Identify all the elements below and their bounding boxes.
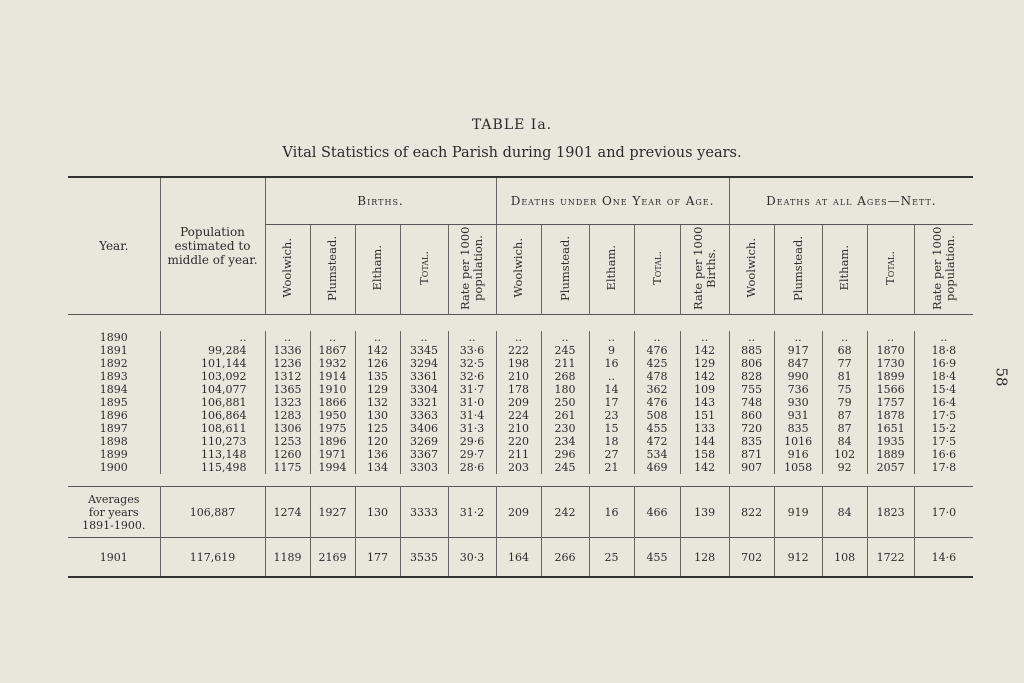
infant-deaths-col-woolwich: Woolwich. — [496, 225, 541, 315]
table-cell: 132 — [355, 396, 400, 409]
table-cell: .. — [774, 331, 822, 344]
table-cell: 15·2 — [914, 422, 973, 435]
table-cell: .. — [355, 331, 400, 344]
table-cell: 224 — [496, 409, 541, 422]
table-cell: 135 — [355, 370, 400, 383]
table-cell: 3406 — [400, 422, 448, 435]
table-cell: 268 — [541, 370, 589, 383]
row-year: 1896 — [99, 409, 128, 422]
table-cell: 15·4 — [914, 383, 973, 396]
table-cell: 129 — [355, 383, 400, 396]
table-cell: 1932 — [310, 357, 355, 370]
row-year: 1901 — [99, 550, 128, 564]
table-cell: 534 — [634, 448, 680, 461]
table-cell: 120 — [355, 435, 400, 448]
table-cell: 84 — [822, 435, 867, 448]
table-cell: 14·6 — [914, 538, 973, 578]
table-cell: 990 — [774, 370, 822, 383]
table-cell: 87 — [822, 422, 867, 435]
table-cell: 1175 — [265, 461, 310, 474]
table-cell: 1889 — [867, 448, 914, 461]
row-year: 1894 — [99, 383, 128, 396]
header-year: Year. — [68, 177, 160, 315]
table-cell: 106,881 — [160, 396, 265, 409]
table-cell: 806 — [729, 357, 774, 370]
table-cell: 455 — [634, 422, 680, 435]
table-cell: 28·6 — [448, 461, 496, 474]
table-cell: 930 — [774, 396, 822, 409]
table-cell: 2169 — [310, 538, 355, 578]
table-cell: 17·5 — [914, 435, 973, 448]
averages-cell: 31·2 — [448, 487, 496, 538]
averages-cell: 209 — [496, 487, 541, 538]
table-cell: 1870 — [867, 344, 914, 357]
table-cell: 3345 — [400, 344, 448, 357]
births-col-total: Total. — [400, 225, 448, 315]
table-cell: 3363 — [400, 409, 448, 422]
table-cell: 25 — [589, 538, 634, 578]
page-number: 58 — [992, 367, 1011, 387]
table-cell: 1058 — [774, 461, 822, 474]
table-cell: 3535 — [400, 538, 448, 578]
table-cell: 476 — [634, 396, 680, 409]
table-cell: 144 — [680, 435, 729, 448]
table-cell: 21 — [589, 461, 634, 474]
table-cell: 3367 — [400, 448, 448, 461]
averages-cell: 822 — [729, 487, 774, 538]
table-cell: 1651 — [867, 422, 914, 435]
averages-label-line: for years — [88, 505, 139, 519]
table-cell: 30·3 — [448, 538, 496, 578]
table-cell: 425 — [634, 357, 680, 370]
table-cell: .. — [822, 331, 867, 344]
averages-cell: 84 — [822, 487, 867, 538]
table-cell: 32·6 — [448, 370, 496, 383]
table-cell: 1283 — [265, 409, 310, 422]
births-col-eltham: Eltham. — [355, 225, 400, 315]
table-cell: 455 — [634, 538, 680, 578]
all-deaths-col-rate: Rate per 1000 population. — [914, 225, 973, 315]
vital-statistics-table — [68, 176, 973, 578]
table-cell: 16 — [589, 357, 634, 370]
averages-cell: 17·0 — [914, 487, 973, 538]
table-cell: 245 — [541, 461, 589, 474]
table-cell: 3321 — [400, 396, 448, 409]
table-cell: .. — [589, 370, 634, 383]
table-row — [68, 331, 973, 344]
averages-cell: 1274 — [265, 487, 310, 538]
table-cell: 180 — [541, 383, 589, 396]
table-cell: .. — [160, 331, 265, 344]
table-cell: 210 — [496, 370, 541, 383]
infant-deaths-col-plumstead: Plumstead. — [541, 225, 589, 315]
table-cell: .. — [589, 331, 634, 344]
table-cell: 508 — [634, 409, 680, 422]
table-cell: 142 — [680, 344, 729, 357]
table-cell: 1975 — [310, 422, 355, 435]
table-cell: 3303 — [400, 461, 448, 474]
table-cell: 117,619 — [160, 538, 265, 578]
table-cell: 29·6 — [448, 435, 496, 448]
table-cell: 31·0 — [448, 396, 496, 409]
averages-cell: 3333 — [400, 487, 448, 538]
table-cell: 478 — [634, 370, 680, 383]
table-cell: 198 — [496, 357, 541, 370]
all-deaths-col-total: Total. — [867, 225, 914, 315]
table-cell: 1994 — [310, 461, 355, 474]
averages-cell: 919 — [774, 487, 822, 538]
row-year: 1893 — [99, 370, 128, 383]
table-cell: 23 — [589, 409, 634, 422]
table-cell: 250 — [541, 396, 589, 409]
table-cell: 31·7 — [448, 383, 496, 396]
table-cell: 702 — [729, 538, 774, 578]
table-cell: 3304 — [400, 383, 448, 396]
bleed-through-bottom — [80, 610, 964, 670]
infant-deaths-col-rate: Rate per 1000 Births. — [680, 225, 729, 315]
page-title: TABLE Ia. — [471, 117, 553, 133]
table-cell: 81 — [822, 370, 867, 383]
table-cell: 104,077 — [160, 383, 265, 396]
table-cell: 143 — [680, 396, 729, 409]
table-cell: 101,144 — [160, 357, 265, 370]
table-row — [68, 422, 973, 435]
table-cell: 917 — [774, 344, 822, 357]
table-cell: 755 — [729, 383, 774, 396]
table-cell: 18 — [589, 435, 634, 448]
table-cell: 31·4 — [448, 409, 496, 422]
table-cell: 1757 — [867, 396, 914, 409]
table-row — [68, 409, 973, 422]
table-cell: 16·6 — [914, 448, 973, 461]
table-cell: 1730 — [867, 357, 914, 370]
table-cell: 1867 — [310, 344, 355, 357]
table-cell: 860 — [729, 409, 774, 422]
table-cell: 106,864 — [160, 409, 265, 422]
table-cell: .. — [680, 331, 729, 344]
table-cell: 177 — [355, 538, 400, 578]
table-cell: 142 — [680, 370, 729, 383]
row-1901 — [68, 538, 973, 578]
table-row — [68, 435, 973, 448]
table-cell: 79 — [822, 396, 867, 409]
table-row — [68, 461, 973, 474]
table-cell: 1971 — [310, 448, 355, 461]
table-row — [68, 396, 973, 409]
table-cell: 68 — [822, 344, 867, 357]
table-cell: 136 — [355, 448, 400, 461]
table-cell: 29·7 — [448, 448, 496, 461]
averages-label — [68, 487, 160, 538]
table-row — [68, 357, 973, 370]
table-cell: 31·3 — [448, 422, 496, 435]
table-cell: 211 — [541, 357, 589, 370]
table-cell: 126 — [355, 357, 400, 370]
table-cell: 108,611 — [160, 422, 265, 435]
table-cell: 142 — [355, 344, 400, 357]
table-cell: 75 — [822, 383, 867, 396]
table-cell: 110,273 — [160, 435, 265, 448]
header-births: Births. — [265, 177, 496, 225]
table-cell: 234 — [541, 435, 589, 448]
table-cell: .. — [310, 331, 355, 344]
table-cell: 230 — [541, 422, 589, 435]
table-cell: 210 — [496, 422, 541, 435]
table-cell: 203 — [496, 461, 541, 474]
averages-row — [68, 487, 973, 538]
table-cell: 9 — [589, 344, 634, 357]
table-cell: 16·9 — [914, 357, 973, 370]
table-cell: 3294 — [400, 357, 448, 370]
table-cell: 109 — [680, 383, 729, 396]
row-year: 1897 — [99, 422, 128, 435]
table-cell: 1189 — [265, 538, 310, 578]
averages-cell: 106,887 — [160, 487, 265, 538]
table-cell: .. — [634, 331, 680, 344]
table-cell: 266 — [541, 538, 589, 578]
page-subtitle: Vital Statistics of each Parish during 1901 and previous years. — [282, 145, 742, 161]
table-cell: 1899 — [867, 370, 914, 383]
table-cell: 907 — [729, 461, 774, 474]
table-cell: 130 — [355, 409, 400, 422]
table-cell: 1336 — [265, 344, 310, 357]
averages-label-line: 1891-1900. — [82, 518, 146, 532]
averages-cell: 242 — [541, 487, 589, 538]
table-cell: 1950 — [310, 409, 355, 422]
table-cell: .. — [867, 331, 914, 344]
table-cell: .. — [448, 331, 496, 344]
row-year: 1891 — [99, 344, 128, 357]
table-cell: 1260 — [265, 448, 310, 461]
table-cell: 472 — [634, 435, 680, 448]
table-cell: .. — [541, 331, 589, 344]
table-cell: 92 — [822, 461, 867, 474]
table-cell: 1236 — [265, 357, 310, 370]
table-cell: 469 — [634, 461, 680, 474]
table-cell: 1722 — [867, 538, 914, 578]
table-cell: 18·8 — [914, 344, 973, 357]
table-cell: .. — [400, 331, 448, 344]
averages-cell: 466 — [634, 487, 680, 538]
all-deaths-col-plumstead: Plumstead. — [774, 225, 822, 315]
all-deaths-col-woolwich: Woolwich. — [729, 225, 774, 315]
table-cell: 3361 — [400, 370, 448, 383]
table-cell: 296 — [541, 448, 589, 461]
table-cell: 33·6 — [448, 344, 496, 357]
infant-deaths-col-eltham: Eltham. — [589, 225, 634, 315]
table-row — [68, 383, 973, 396]
row-year: 1890 — [99, 331, 128, 344]
table-cell: 1253 — [265, 435, 310, 448]
table-cell: 87 — [822, 409, 867, 422]
averages-cell: 16 — [589, 487, 634, 538]
row-year: 1900 — [99, 461, 128, 474]
header-deaths-under-one: Deaths under One Year of Age. — [496, 177, 729, 225]
table-cell: 151 — [680, 409, 729, 422]
table-cell: 1878 — [867, 409, 914, 422]
table-cell: 1914 — [310, 370, 355, 383]
table-cell: 115,498 — [160, 461, 265, 474]
table-cell: 220 — [496, 435, 541, 448]
table-cell: 1566 — [867, 383, 914, 396]
table-cell: 108 — [822, 538, 867, 578]
table-cell: 885 — [729, 344, 774, 357]
row-year: 1899 — [99, 448, 128, 461]
table-cell: 245 — [541, 344, 589, 357]
table-cell: 17·8 — [914, 461, 973, 474]
table-cell: .. — [496, 331, 541, 344]
averages-cell: 139 — [680, 487, 729, 538]
table-cell: 128 — [680, 538, 729, 578]
table-cell: 1365 — [265, 383, 310, 396]
table-cell: 835 — [774, 422, 822, 435]
table-cell: 14 — [589, 383, 634, 396]
table-cell: 1016 — [774, 435, 822, 448]
births-col-rate: Rate per 1000 population. — [448, 225, 496, 315]
table-cell: 362 — [634, 383, 680, 396]
header-deaths-all-ages: Deaths at all Ages—Nett. — [729, 177, 973, 225]
table-cell: 133 — [680, 422, 729, 435]
header-population: Population estimated to middle of year. — [160, 177, 265, 315]
table-cell: 261 — [541, 409, 589, 422]
table-cell: 17·5 — [914, 409, 973, 422]
table-cell: 3269 — [400, 435, 448, 448]
table-cell: 748 — [729, 396, 774, 409]
table-cell: 1910 — [310, 383, 355, 396]
table-cell: 912 — [774, 538, 822, 578]
table-cell: 99,284 — [160, 344, 265, 357]
averages-label-line: Averages — [88, 492, 140, 506]
table-cell: 1935 — [867, 435, 914, 448]
table-cell: 1312 — [265, 370, 310, 383]
table-cell: 1866 — [310, 396, 355, 409]
all-deaths-col-eltham: Eltham. — [822, 225, 867, 315]
table-cell: 1306 — [265, 422, 310, 435]
table-cell: 916 — [774, 448, 822, 461]
row-year: 1895 — [99, 396, 128, 409]
table-cell: 17 — [589, 396, 634, 409]
table-cell: 16·4 — [914, 396, 973, 409]
table-cell: 77 — [822, 357, 867, 370]
table-cell: 129 — [680, 357, 729, 370]
table-row — [68, 344, 973, 357]
table-cell: 178 — [496, 383, 541, 396]
table-cell: 931 — [774, 409, 822, 422]
table-cell: 103,092 — [160, 370, 265, 383]
table-cell: 828 — [729, 370, 774, 383]
table-cell: 1896 — [310, 435, 355, 448]
table-cell: 113,148 — [160, 448, 265, 461]
table-cell: 736 — [774, 383, 822, 396]
table-cell: .. — [914, 331, 973, 344]
averages-cell: 1927 — [310, 487, 355, 538]
table-cell: 32·5 — [448, 357, 496, 370]
table-cell: 476 — [634, 344, 680, 357]
table-cell: 222 — [496, 344, 541, 357]
row-year: 1892 — [99, 357, 128, 370]
table-cell: 209 — [496, 396, 541, 409]
table-cell: .. — [265, 331, 310, 344]
table-row — [68, 448, 973, 461]
table-cell: 847 — [774, 357, 822, 370]
infant-deaths-col-total: Total. — [634, 225, 680, 315]
table-cell: 720 — [729, 422, 774, 435]
table-cell: 211 — [496, 448, 541, 461]
table-cell: 102 — [822, 448, 867, 461]
table-cell: 1323 — [265, 396, 310, 409]
table-cell: 871 — [729, 448, 774, 461]
averages-cell: 1823 — [867, 487, 914, 538]
row-year: 1898 — [99, 435, 128, 448]
table-row — [68, 370, 973, 383]
averages-cell: 130 — [355, 487, 400, 538]
table-cell: 164 — [496, 538, 541, 578]
table-cell: 18·4 — [914, 370, 973, 383]
births-col-woolwich: Woolwich. — [265, 225, 310, 315]
births-col-plumstead: Plumstead. — [310, 225, 355, 315]
table-cell: .. — [729, 331, 774, 344]
table-cell: 835 — [729, 435, 774, 448]
table-cell: 15 — [589, 422, 634, 435]
table-cell: 125 — [355, 422, 400, 435]
table-cell: 2057 — [867, 461, 914, 474]
table-cell: 134 — [355, 461, 400, 474]
table-cell: 142 — [680, 461, 729, 474]
table-cell: 158 — [680, 448, 729, 461]
table-cell: 27 — [589, 448, 634, 461]
